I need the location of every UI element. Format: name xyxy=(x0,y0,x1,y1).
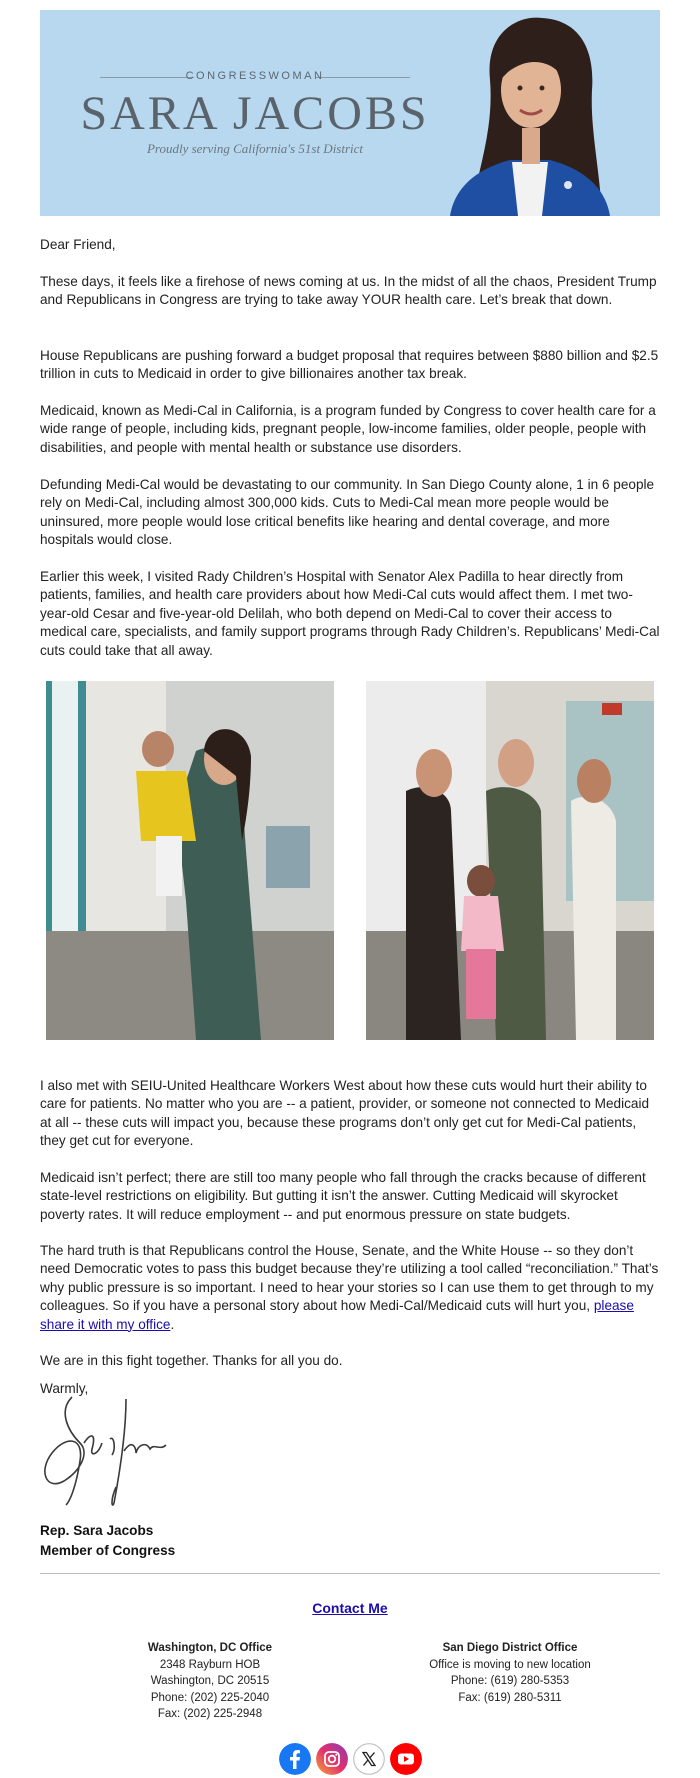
dc-office-phone: Phone: (202) 225-2040 xyxy=(150,1691,270,1704)
header-eyebrow: CONGRESSWOMAN xyxy=(185,70,325,82)
dc-office-fax: Fax: (202) 225-2948 xyxy=(157,1708,263,1720)
paragraph-not-perfect: Medicaid isn’t perfect; there are still too many people who fall through the cracks because of different state-level restrictions on eligibility. But gutting it isn’t the answer. Cutting Medicaid will skyrocket poverty rates. It will reduce employment -- and put enormous pressure on state budgets. xyxy=(40,1170,646,1222)
dc-office xyxy=(60,1640,360,1723)
email-body xyxy=(40,10,660,1720)
paragraph-rady-visit: Earlier this week, I visited Rady Children’s Hospital with Senator Alex Padilla to hear directly from patients, families, and health care providers about how Medi-Cal cuts would affect them. I met two-year-old Cesar and five-year-old Delilah, who both depend on Medi-Cal to cover their access to medical care, specialists, and family support programs through Rady Children’s. Republicans’ Medi-Cal cuts could take that all away. xyxy=(40,569,660,658)
sd-office-phone: Phone: (619) 280-5353 xyxy=(450,1675,570,1687)
paragraph-hard-truth xyxy=(40,1242,660,1334)
signature xyxy=(40,1391,180,1511)
social-links xyxy=(40,1743,660,1775)
paragraph-firehose: These days, it feels like a firehose of news coming at us. In the midst of all the chaos, President Trump and Republicans in Congress are trying to take away YOUR health care. Let’s break that down. xyxy=(40,274,657,308)
sd-office-title: San Diego District Office xyxy=(442,1642,578,1654)
paragraph-budget: House Republicans are pushing forward a budget proposal that requires between $880 billion and $2.5 trillion in cuts to Medicaid in order to give billionaires another tax break. xyxy=(40,348,659,382)
salutation: Dear Friend, xyxy=(40,237,116,252)
closing: Warmly, xyxy=(40,1381,89,1396)
instagram-icon[interactable] xyxy=(316,1743,348,1775)
dc-office-line: Washington, DC 20515 xyxy=(150,1675,270,1687)
header-name: SARA JACOBS xyxy=(80,87,430,140)
youtube-icon[interactable] xyxy=(390,1743,422,1775)
footer-divider xyxy=(40,1573,660,1574)
hard-truth-text: The hard truth is that Republicans control the House, Senate, and the White House -- so they don’t need Democratic votes to pass this budget because they’re utilizing a tool called “reconciliation.” That’s why public pressure is so important. I need to hear your stories so I can use them to get through to my colleagues. So if you have a personal story about how Medi-Cal/Medicaid cuts will hurt you, xyxy=(40,1243,659,1314)
paragraph-seiu: I also met with SEIU-United Healthcare Workers West about how these cuts would hurt their ability to care for patients. No matter who you are -- a patient, provider, or someone not connected to Medicaid at all -- these cuts will impact you, because these programs don’t only get cut for Medi-Cal patients, they get cut for everyone. xyxy=(40,1078,650,1149)
congresswoman-portrait xyxy=(430,10,630,216)
header-tagline: Proudly serving California's 51st District xyxy=(146,141,364,156)
contact-me-link[interactable]: Contact Me xyxy=(312,1600,388,1616)
share-story-link[interactable]: please share it with my office xyxy=(40,1298,634,1332)
sd-office-fax: Fax: (619) 280-5311 xyxy=(458,1691,562,1704)
sd-office-line: Office is moving to new location xyxy=(429,1658,591,1671)
photo-group-with-delilah xyxy=(366,681,654,1040)
paragraph-together: We are in this fight together. Thanks for all you do. xyxy=(40,1353,343,1368)
dc-office-line: 2348 Rayburn HOB xyxy=(159,1658,261,1671)
hard-truth-end: . xyxy=(170,1316,175,1332)
facebook-icon[interactable] xyxy=(279,1743,311,1775)
dc-office-title: Washington, DC Office xyxy=(147,1642,273,1654)
paragraph-medicaid: Medicaid, known as Medi-Cal in California, is a program funded by Congress to cover health care for a wide range of people, including kids, pregnant people, low-income families, older people, people with disabilities, and people with mental health or substance use disorders. xyxy=(40,403,656,455)
signer-name: Rep. Sara Jacobs xyxy=(40,1523,154,1538)
header-banner xyxy=(40,10,660,216)
signer-title: Member of Congress xyxy=(40,1543,176,1558)
x-icon[interactable] xyxy=(353,1743,385,1775)
paragraph-defunding: Defunding Medi-Cal would be devastating to our community. In San Diego County alone, 1 in 6 people rely on Medi-Cal, including almost 300,000 kids. Cuts to Medi-Cal mean more people would be uninsured, more people would lose critical benefits like hearing and dental coverage, and more hospitals would close. xyxy=(40,477,655,548)
sd-office xyxy=(360,1640,660,1706)
photo-holding-child xyxy=(46,681,334,1040)
